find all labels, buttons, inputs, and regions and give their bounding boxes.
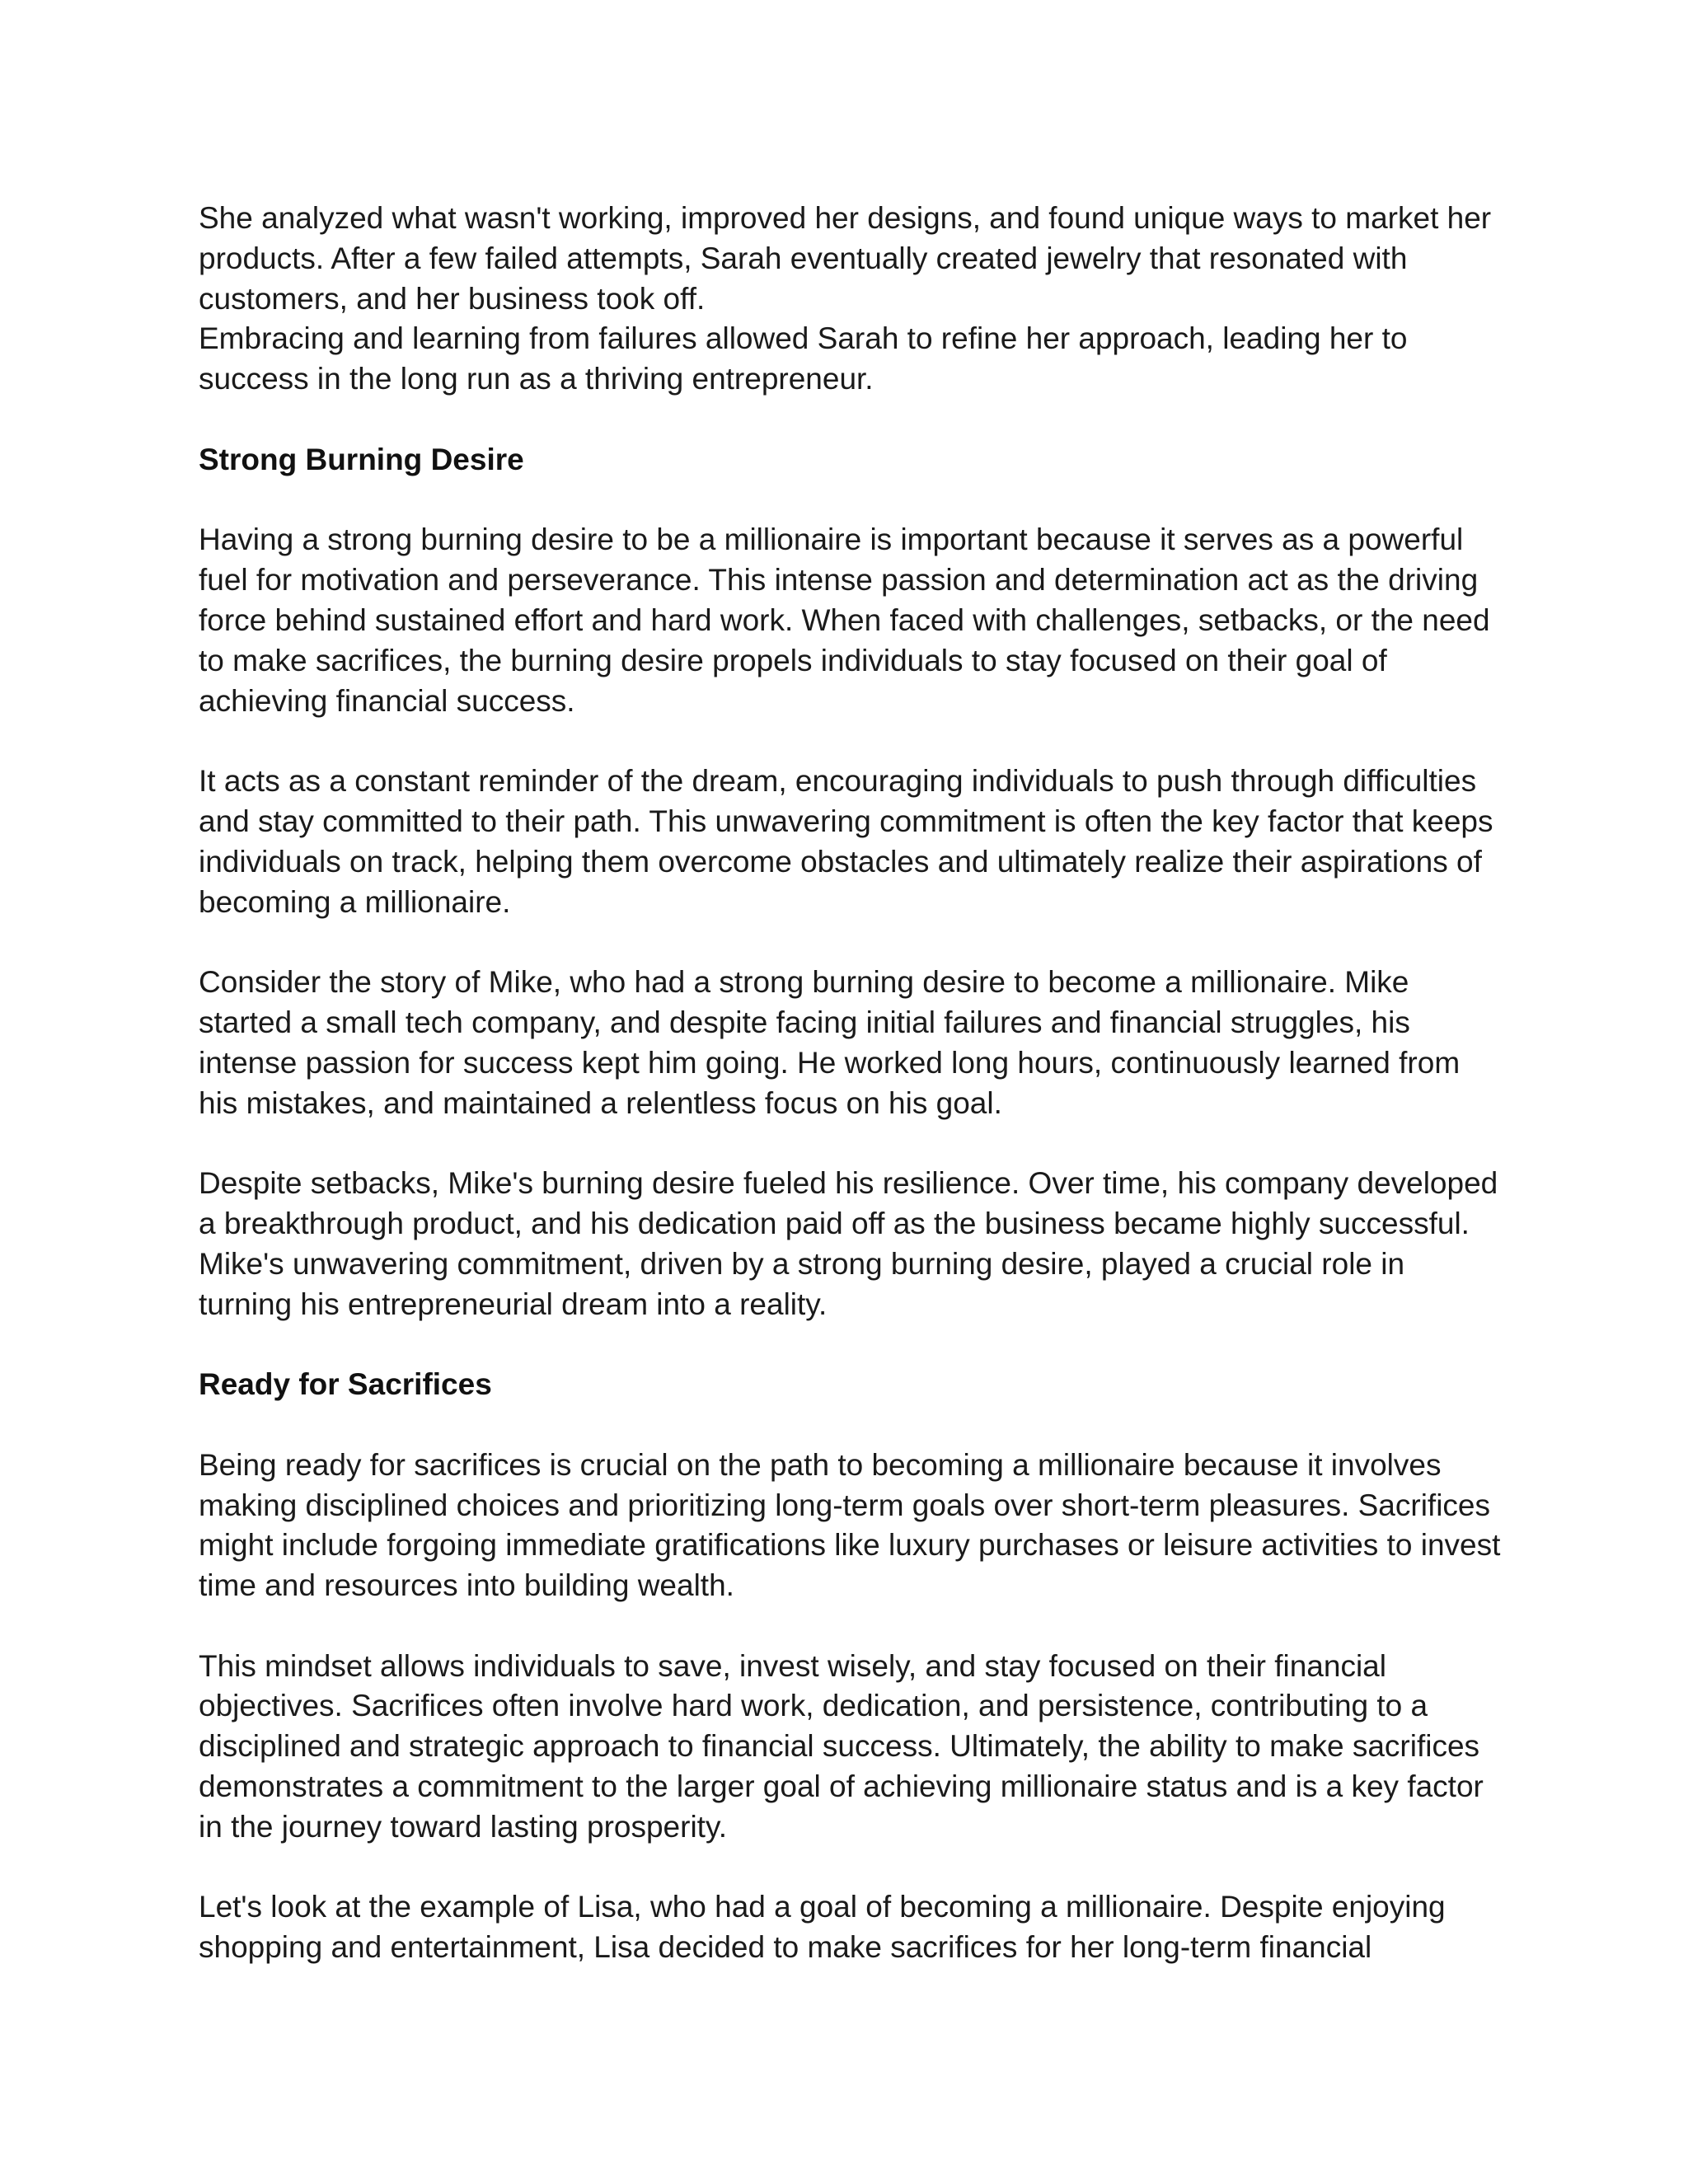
paragraph-sacrifices-importance: Being ready for sacrifices is crucial on the path to becoming a millionaire because it involves making disciplined choices and prioritizing long-term goals over short-term pleasures. Sacrifices might include forgoing immediate gratifications like luxury purchases or leisure activities to invest time and resources into building wealth. <box>199 1447 1501 1603</box>
paragraph-lisa-example: Let's look at the example of Lisa, who had a goal of becoming a millionaire. Despite enjoying shopping and entertainment, Lisa decided to make sacrifices for her long-term financial <box>199 1890 1446 1965</box>
paragraph-burning-desire-importance: Having a strong burning desire to be a millionaire is important because it serves as a powerful fuel for motivation and perseverance. This intense passion and determination act as the driving force behind sustained effort and hard work. When faced with challenges, setbacks, or the need to make sacrifices, the burning desire propels individuals to stay focused on their goal of achieving financial success. <box>199 523 1490 718</box>
paragraph-mike-resilience: Despite setbacks, Mike's burning desire fueled his resilience. Over time, his company developed a breakthrough product, and his dedication paid off as the business became highly successful. Mike's unwavering commitment, driven by a strong burning desire, played a crucial role in turning his entrepreneurial dream into a reality. <box>199 1166 1498 1321</box>
paragraph-sarah-success: Embracing and learning from failures allowed Sarah to refine her approach, leading her to success in the long run as a thriving entrepreneur. <box>199 321 1408 396</box>
document-body <box>199 199 1501 1968</box>
heading-strong-burning-desire: Strong Burning Desire <box>199 442 524 476</box>
paragraph-sacrifices-mindset: This mindset allows individuals to save, invest wisely, and stay focused on their financial objectives. Sacrifices often involve hard work, dedication, and persistence, contributing to a disciplined and strategic approach to financial success. Ultimately, the ability to make sacrifices demonstrates a commitment to the larger goal of achieving millionaire status and is a key factor in the journey toward lasting prosperity. <box>199 1648 1484 1844</box>
paragraph-mike-story: Consider the story of Mike, who had a strong burning desire to become a millionaire. Mike started a small tech company, and despite facing initial failures and financial struggles, his intense passion for success kept him going. He worked long hours, continuously learned from his mistakes, and maintained a relentless focus on his goal. <box>199 965 1461 1120</box>
paragraph-constant-reminder: It acts as a constant reminder of the dream, encouraging individuals to push through difficulties and stay committed to their path. This unwavering commitment is often the key factor that keeps individuals on track, helping them overcome obstacles and ultimately realize their aspirations of becoming a millionaire. <box>199 764 1493 919</box>
paragraph-sarah-analysis: She analyzed what wasn't working, improved her designs, and found unique ways to market her products. After a few failed attempts, Sarah eventually created jewelry that resonated with customers, and her business took off. <box>199 201 1492 316</box>
heading-ready-for-sacrifices: Ready for Sacrifices <box>199 1367 492 1402</box>
